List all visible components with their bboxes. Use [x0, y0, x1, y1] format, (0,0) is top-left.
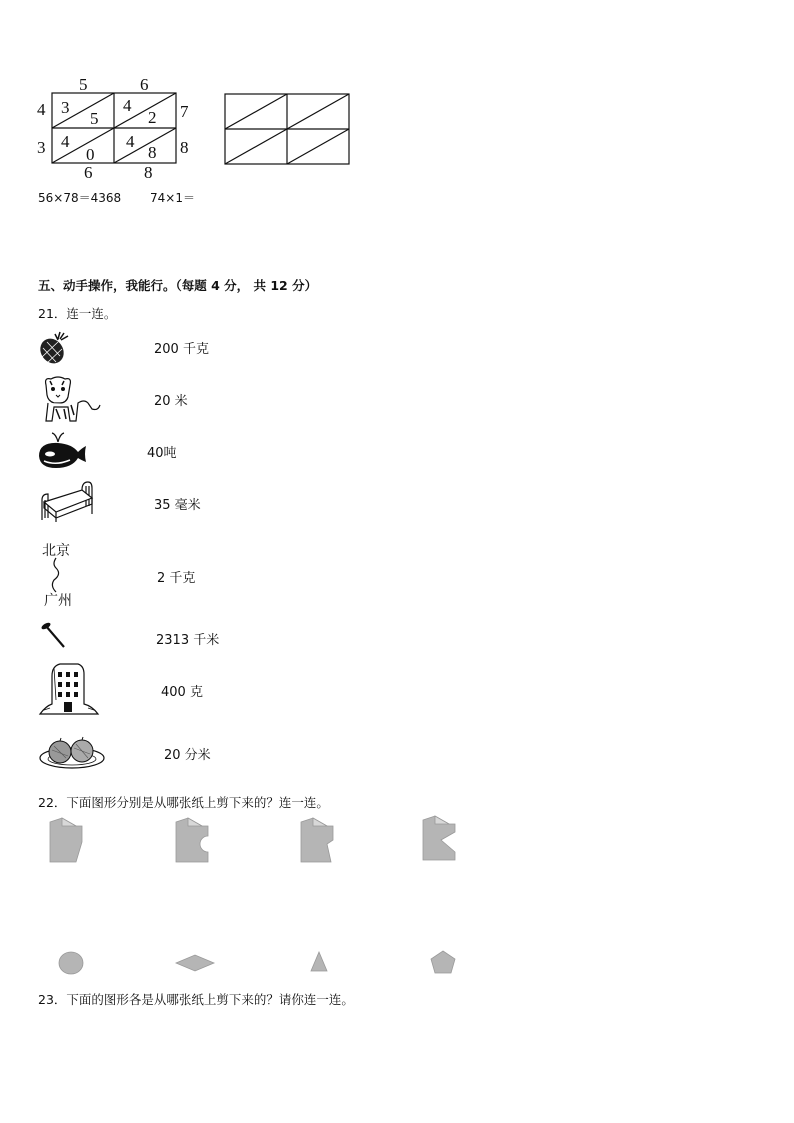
pineapple-icon[interactable] [38, 330, 72, 366]
section-title: 五、动手操作，我能行。（每题 4 分， 共 12 分） [38, 278, 318, 293]
question-21-label: 21．连一连。 [38, 306, 117, 321]
lattice-cell-ones: 8 [148, 143, 157, 162]
cut-paper-4[interactable] [421, 816, 457, 862]
lattice-right-digit: 8 [180, 138, 189, 157]
cut-paper-3[interactable] [299, 818, 335, 864]
unit-label[interactable]: 200 千克 [154, 342, 209, 357]
unit-label[interactable]: 2313 千米 [156, 633, 220, 648]
lattice-bottom-digit: 6 [84, 163, 93, 182]
lattice-cell-ones: 0 [86, 145, 95, 164]
lattice-cell-tens: 3 [61, 98, 70, 117]
lattice-cell-tens: 4 [123, 96, 132, 115]
nail-icon[interactable] [40, 620, 70, 650]
unit-label[interactable]: 400 克 [161, 685, 203, 700]
unit-label[interactable]: 20 米 [154, 394, 188, 409]
lattice-left-digit: 3 [37, 138, 46, 157]
lattice-cell-ones: 5 [90, 109, 99, 128]
building-icon[interactable] [38, 660, 100, 716]
whale-icon[interactable] [36, 430, 88, 470]
tiger-icon[interactable] [38, 375, 102, 427]
cut-paper-1[interactable] [48, 818, 84, 864]
triangle-shape[interactable] [309, 951, 329, 973]
lattice-left-digit: 4 [37, 100, 46, 119]
lattice-cell-tens: 4 [61, 132, 70, 151]
question-23-label: 23．下面的图形各是从哪张纸上剪下来的？请你连一连。 [38, 992, 354, 1007]
circle-shape[interactable] [57, 950, 85, 976]
fruit-plate-icon[interactable] [38, 732, 106, 772]
unit-label[interactable]: 40吨 [147, 446, 177, 461]
rhombus-shape[interactable] [175, 953, 215, 973]
map-label-bottom: 广州 [44, 593, 72, 609]
empty-lattice-grid [0, 0, 794, 200]
lattice-top-digit: 5 [79, 75, 88, 94]
equation-example: 56×78＝4368 [38, 191, 122, 205]
pentagon-shape[interactable] [430, 950, 456, 974]
equation-exercise: 74×1＝ [150, 191, 195, 205]
question-22-label: 22．下面图形分别是从哪张纸上剪下来的？连一连。 [38, 795, 329, 810]
map-label-top: 北京 [42, 543, 70, 559]
lattice-bottom-digit: 8 [144, 163, 153, 182]
lattice-top-digit: 6 [140, 75, 149, 94]
lattice-right-digit: 7 [180, 102, 189, 121]
unit-label[interactable]: 2 千克 [157, 571, 196, 586]
bed-icon[interactable] [38, 478, 94, 524]
lattice-cell-tens: 4 [126, 132, 135, 151]
unit-label[interactable]: 20 分米 [164, 748, 211, 763]
cut-paper-2[interactable] [174, 818, 210, 864]
lattice-cell-ones: 2 [148, 108, 157, 127]
unit-label[interactable]: 35 毫米 [154, 498, 201, 513]
